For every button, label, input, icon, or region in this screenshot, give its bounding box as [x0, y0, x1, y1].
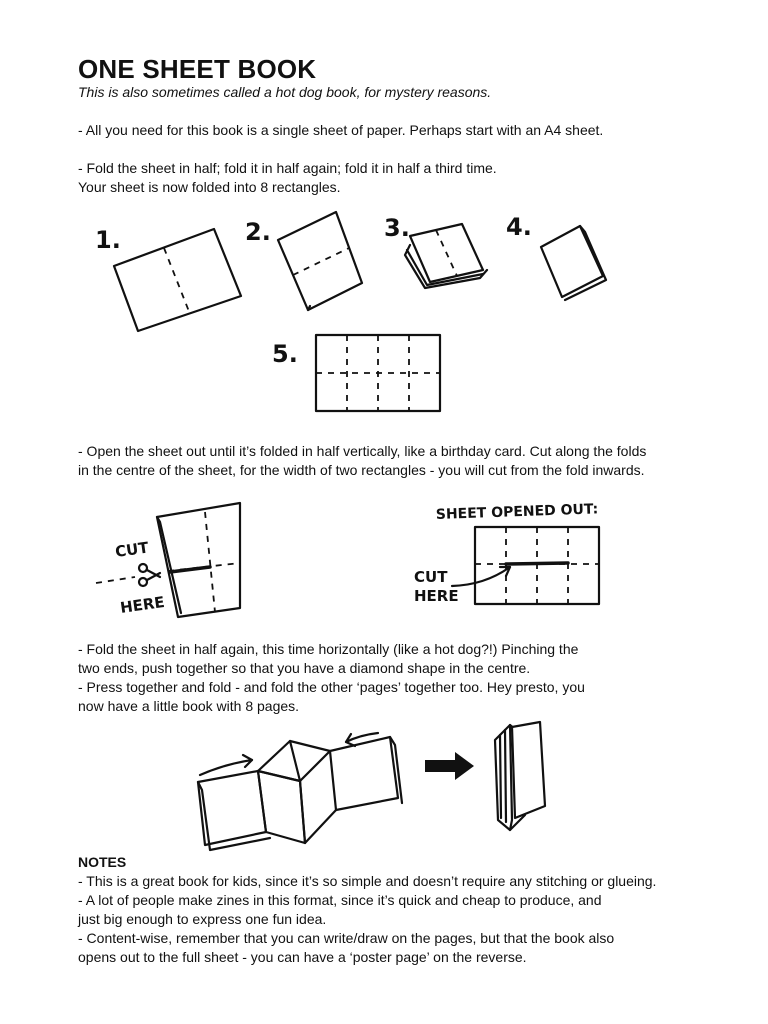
fold-instruction-1: - Fold the sheet in half; fold it in half again; fold it in half a third time. — [78, 160, 497, 176]
notes-item: - This is a great book for kids, since it’s so simple and doesn’t require any stitching or glueing. — [78, 873, 657, 889]
notes-heading: NOTES — [78, 854, 127, 870]
cut-label-2: CUT — [414, 568, 448, 586]
step-3-sheet — [405, 224, 487, 288]
notes-item: - A lot of people make zines in this format, since it’s quick and cheap to produce, and — [78, 892, 602, 908]
step-1-label: 1. — [95, 226, 121, 254]
fold-instruction-2: Your sheet is now folded into 8 rectangles. — [78, 179, 341, 195]
step-5-label: 5. — [272, 340, 298, 368]
step-1-sheet — [114, 229, 241, 331]
finished-book-icon — [495, 722, 545, 830]
page-title: ONE SHEET BOOK — [78, 54, 317, 84]
step-4-label: 4. — [506, 213, 532, 241]
sheet-opened-out-label: SHEET OPENED OUT: — [435, 501, 599, 523]
step-5-unfolded-sheet — [316, 335, 440, 411]
open-instruction-1: - Open the sheet out until it’s folded in half vertically, like a birthday card. Cut along the folds — [78, 443, 647, 459]
notes-item: - Content-wise, remember that you can write/draw on the pages, but that the book also — [78, 930, 615, 946]
step-2-label: 2. — [245, 218, 271, 246]
notes-item: just big enough to express one fun idea. — [78, 911, 327, 927]
folded-card-with-cut — [96, 503, 240, 617]
press-instruction-2: now have a little book with 8 pages. — [78, 698, 300, 714]
result-arrow-icon — [425, 752, 474, 780]
open-instruction-2: in the centre of the sheet, for the width of two rectangles - you will cut from the fold inwards. — [78, 462, 645, 478]
intro-text: - All you need for this book is a single sheet of paper. Perhaps start with an A4 sheet. — [78, 122, 604, 138]
hotdog-instruction-2: two ends, push together so that you have a diamond shape in the centre. — [78, 660, 531, 676]
scissors-icon — [139, 564, 160, 586]
step-2-sheet — [278, 212, 362, 310]
push-arrow-left-icon — [200, 755, 252, 775]
arrow-icon — [452, 567, 510, 586]
notes-item: opens out to the full sheet - you can have a ‘poster page’ on the reverse. — [78, 949, 527, 965]
step-3-label: 3. — [384, 214, 410, 242]
push-arrow-right-icon — [346, 733, 378, 746]
here-label: HERE — [119, 592, 166, 617]
page-subtitle: This is also sometimes called a hot dog book, for mystery reasons. — [78, 84, 492, 100]
here-label-2: HERE — [414, 587, 459, 605]
opened-sheet-with-cut — [475, 527, 599, 604]
hotdog-instruction-1: - Fold the sheet in half again, this time horizontally (like a hot dog?!) Pinching the — [78, 641, 579, 657]
press-instruction-1: - Press together and fold - and fold the other ‘pages’ together too. Hey presto, you — [78, 679, 585, 695]
step-4-sheet — [541, 226, 606, 300]
pushed-sheet-zigzag — [198, 737, 402, 850]
cut-label: CUT — [114, 538, 150, 561]
